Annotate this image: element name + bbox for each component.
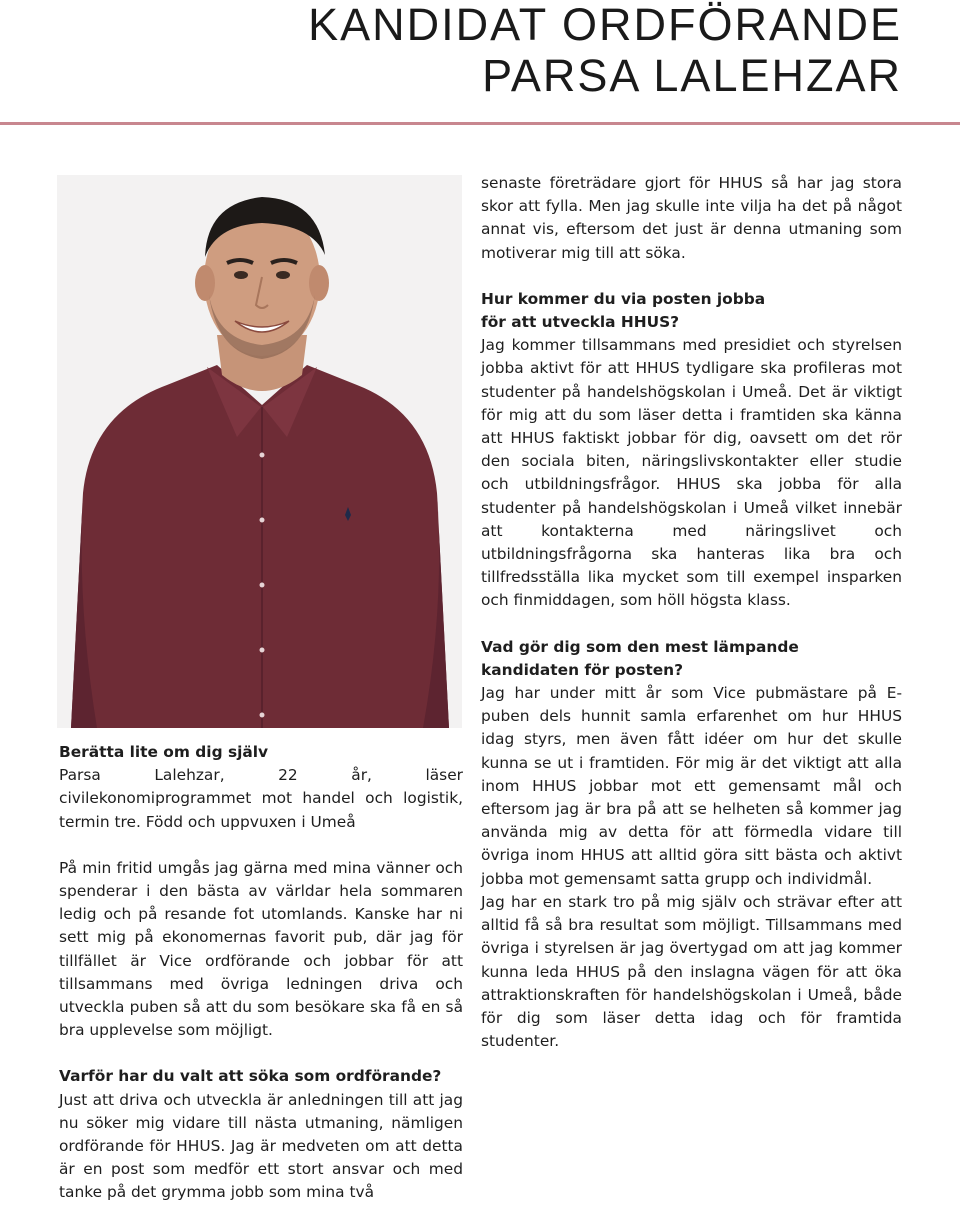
heading-why-apply: Varför har du valt att söka som ordförande? (59, 1067, 442, 1086)
paragraph-why-suitable-1: Jag har under mitt år som Vice pubmästare på E-puben dels hunnit samla erfarenhet om hur HHUS idag styrs, men även fått idéer om hur det skulle kunna se ut i framtiden. För mig är det viktigt att alla inom HHUS jobbar mot ett gemensamt mål och eftersom jag är bra på att se helheten så kommer jag använda mig av detta för att förmedla vidare till övriga inom HHUS att alltid göra sitt bästa och aktivt jobba mot gemensamt satta grupp och individmål. (481, 684, 902, 888)
heading-about-yourself: Berätta lite om dig själv (59, 743, 269, 761)
right-column (481, 172, 902, 1053)
paragraph-about-2: På min fritid umgås jag gärna med mina vänner och spenderar i den bästa av världar hela sommaren ledig och på resande fot utomlands. Kanske har ni sett mig på ekonomernas favorit pub, där jag för tillfället är Vice ordförande och jobbar för att tillsammans med övriga ledningen driva och utveckla puben så att du som besökare ska få en så bra upplevelse som möjligt. (59, 858, 463, 1040)
candidate-photo (57, 175, 462, 728)
page-title: KANDIDAT ORDFÖRANDE (308, 0, 902, 50)
paragraph-about-1: Parsa Lalehzar, 22 år, läser civilekonomiprogrammet mot handel och logistik, termin tre. Född och uppvuxen i Umeå (59, 766, 463, 831)
heading-why-suitable: Vad gör dig som den mest lämpande kandidaten för posten? (481, 637, 799, 679)
left-column (59, 741, 463, 1205)
paragraph-continuation: senaste företrädare gjort för HHUS så har jag stora skor att fylla. Men jag skulle inte vilja ha det på något annat vis, eftersom det just är denna utmaning som motiverar mig till att söka. (481, 174, 902, 262)
paragraph-why-apply: Just att driva och utveckla är anledningen till att jag nu söker mig vidare till nästa utmaning, nämligen ordförande för HHUS. Jag är medveten om att detta är en post som medför ett stort ansvar och med tanke på det grymma jobb som mina två (59, 1090, 463, 1202)
candidate-name: PARSA LALEHZAR (482, 50, 902, 101)
paragraph-why-suitable-2: Jag har en stark tro på mig själv och strävar efter att alltid få så bra resultat som möjligt. Tillsammans med övriga i styrelsen är jag övertygad om att jag kommer kunna leda HHUS på den inslagna vägen för att öka attraktionskraften för handelshögskolan i Umeå, både för dig som läser detta idag och för framtida studenter. (481, 892, 902, 1051)
portrait-illustration (57, 175, 462, 728)
paragraph-how-develop: Jag kommer tillsammans med presidiet och styrelsen jobba aktivt för att HHUS tydligare ska profileras mot studenter på handelshögskolan i Umeå. Det är viktigt för mig att du som läser detta i framtiden ska känna att HHUS faktiskt jobbar för dig, oavsett om det rör den sociala biten, näringslivskontakter eller studie och utbildningsfrågor. HHUS ska jobba för alla studenter på handelshögskolan i Umeå vilket innebär att kontakterna med näringslivet och utbildningsfrågorna ska hanteras lika bra och tillfredsställa lika mycket som till exempel insparken och finmiddagen, som höll högsta klass. (481, 336, 902, 610)
title-divider (0, 122, 960, 125)
heading-how-develop: Hur kommer du via posten jobba för att utveckla HHUS? (481, 289, 766, 332)
